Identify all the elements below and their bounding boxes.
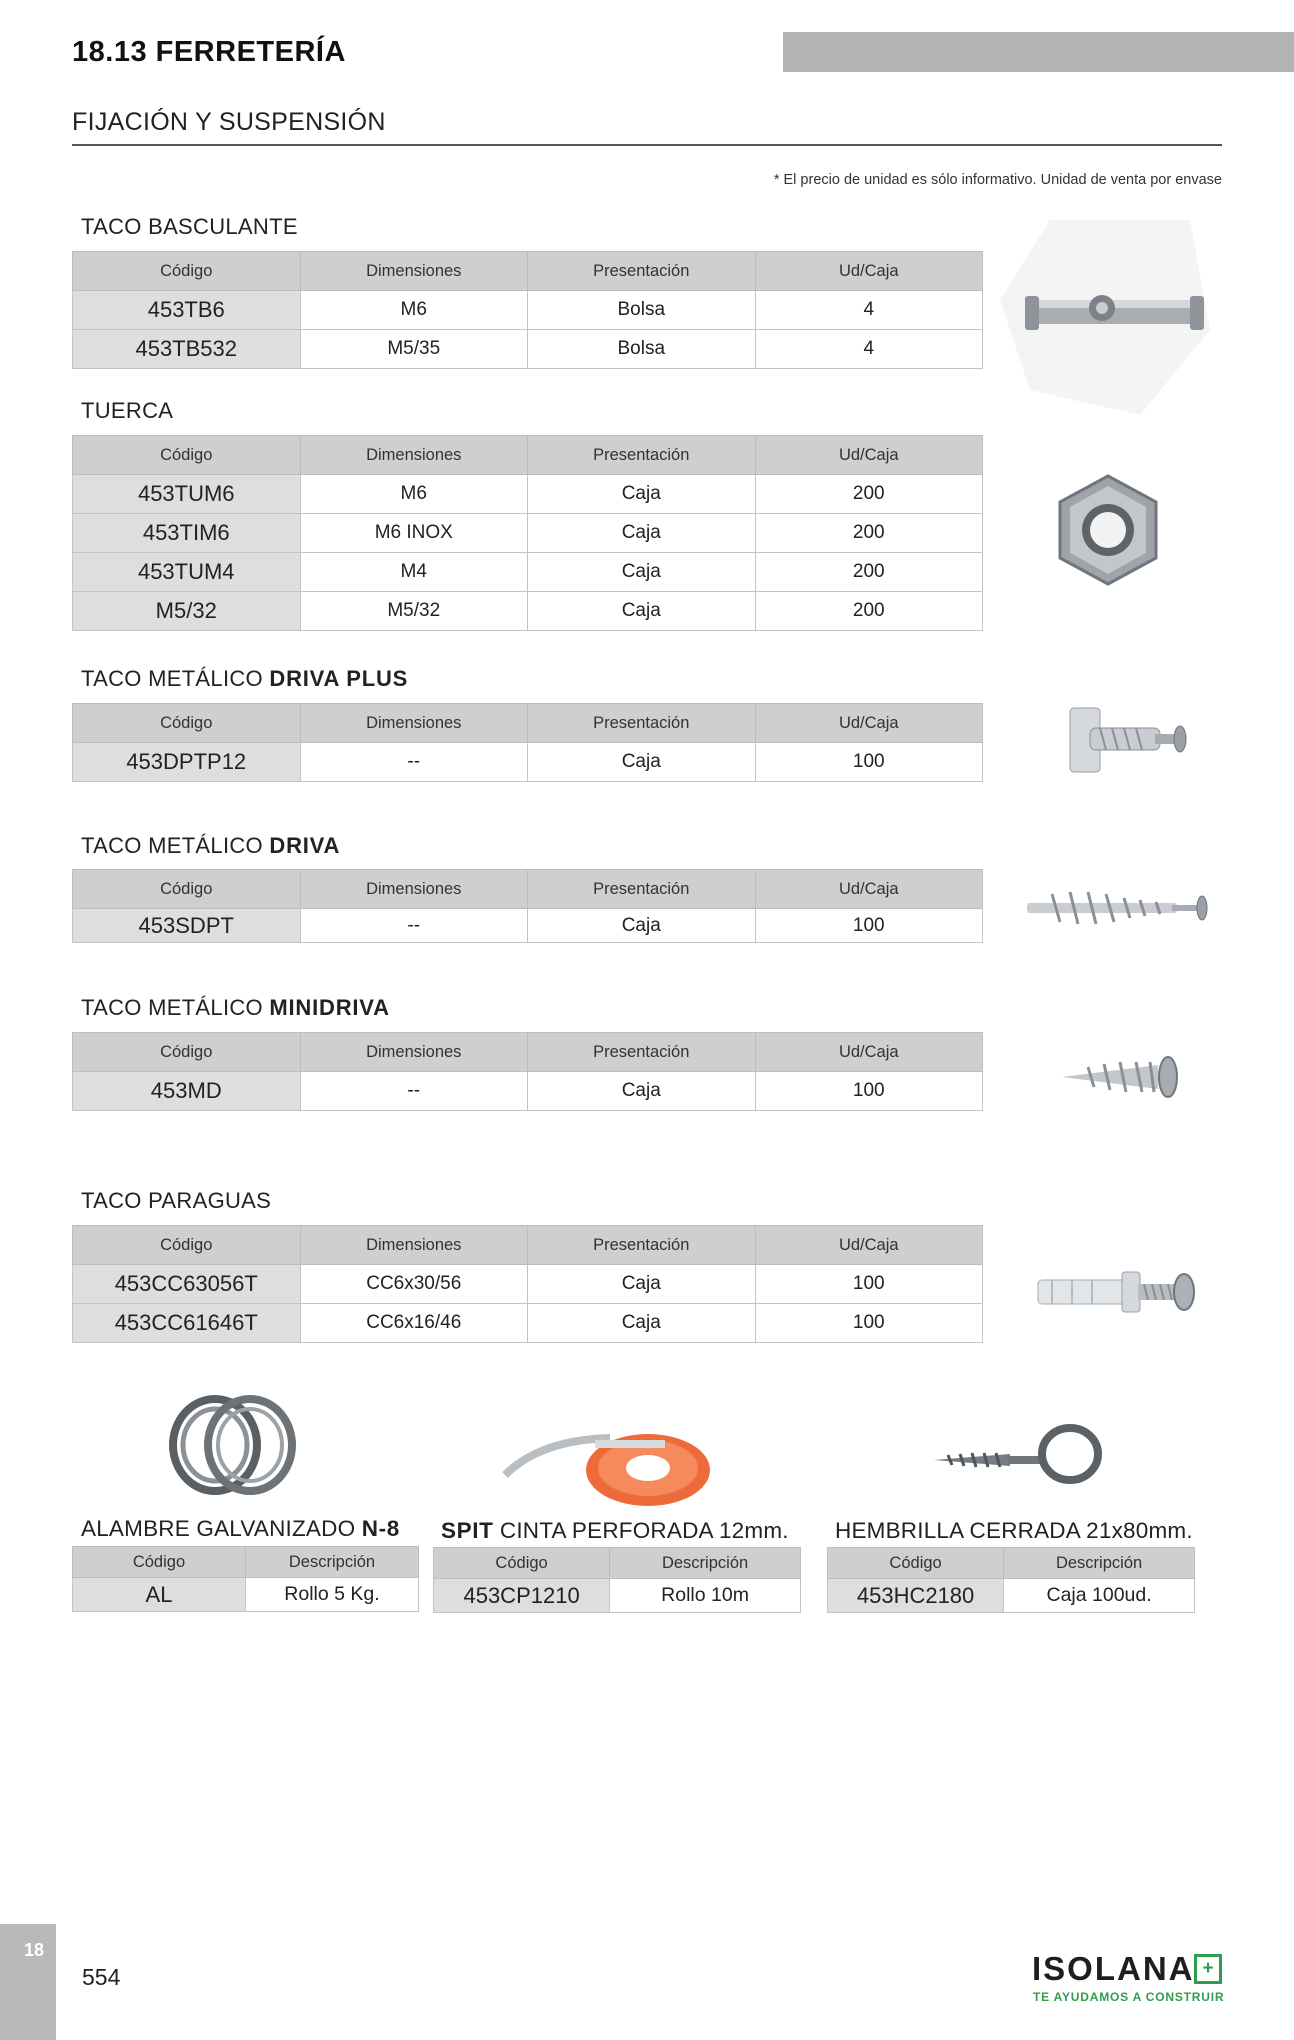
minidriva-anchor-image [1058, 1052, 1188, 1102]
table-row [73, 475, 983, 514]
cell-pres: Caja [528, 592, 756, 631]
cell-qty: 100 [755, 909, 983, 943]
cell-code: 453TIM6 [73, 514, 301, 553]
col-ud-caja: Ud/Caja [755, 436, 983, 475]
cell-dim: -- [300, 743, 528, 782]
cell-pres: Caja [528, 909, 756, 943]
col-ud-caja: Ud/Caja [755, 870, 983, 909]
cell-code: 453TUM4 [73, 553, 301, 592]
table-row [73, 1072, 983, 1111]
col-codigo: Código [73, 704, 301, 743]
cell-desc: Rollo 10m [610, 1579, 801, 1613]
col-ud-caja: Ud/Caja [755, 704, 983, 743]
cell-code: 453SDPT [73, 909, 301, 943]
cell-dim: -- [300, 909, 528, 943]
cell-pres: Caja [528, 514, 756, 553]
block-title-tuerca: TUERCA [81, 398, 174, 423]
col-codigo: Código [73, 1033, 301, 1072]
perforated-tape-image [500, 1420, 715, 1510]
small-title-cinta: SPIT CINTA PERFORADA 12mm. [441, 1518, 789, 1543]
table-taco-paraguas [72, 1225, 983, 1343]
cell-dim: CC6x30/56 [300, 1265, 528, 1304]
col-presentacion: Presentación [528, 1033, 756, 1072]
table-row [73, 743, 983, 782]
cell-qty: 4 [755, 330, 983, 369]
cell-qty: 200 [755, 592, 983, 631]
table-header [828, 1548, 1195, 1579]
col-dimensiones: Dimensiones [300, 252, 528, 291]
cell-pres: Caja [528, 743, 756, 782]
col-presentacion: Presentación [528, 1226, 756, 1265]
table-header [73, 1547, 419, 1578]
toggle-bolt-image [990, 200, 1220, 430]
table-row [73, 1265, 983, 1304]
table-header [434, 1548, 801, 1579]
cell-code: 453CC63056T [73, 1265, 301, 1304]
table-cinta [433, 1547, 801, 1613]
cell-code: 453CC61646T [73, 1304, 301, 1343]
col-dimensiones: Dimensiones [300, 870, 528, 909]
table-header [73, 870, 983, 909]
cell-dim: CC6x16/46 [300, 1304, 528, 1343]
table-row [828, 1579, 1195, 1613]
table-header [73, 252, 983, 291]
col-dimensiones: Dimensiones [300, 436, 528, 475]
col-dimensiones: Dimensiones [300, 1226, 528, 1265]
section-title: 18.13 FERRETERÍA [72, 36, 346, 68]
cell-desc: Caja 100ud. [1004, 1579, 1195, 1613]
cell-qty: 4 [755, 291, 983, 330]
cell-code: 453TUM6 [73, 475, 301, 514]
cell-code: M5/32 [73, 592, 301, 631]
cell-qty: 100 [755, 1265, 983, 1304]
cell-pres: Caja [528, 1072, 756, 1111]
hex-nut-image [1048, 470, 1168, 590]
cell-dim: -- [300, 1072, 528, 1111]
cell-code: 453TB6 [73, 291, 301, 330]
table-row [434, 1579, 801, 1613]
block-title-minidriva: TACO METÁLICO MINIDRIVA [81, 995, 390, 1020]
table-row [73, 1304, 983, 1343]
chapter-number: 18 [24, 1940, 45, 1960]
table-header [73, 704, 983, 743]
table-header [73, 1033, 983, 1072]
col-ud-caja: Ud/Caja [755, 1033, 983, 1072]
plus-icon: + [1194, 1954, 1222, 1984]
cell-pres: Caja [528, 1304, 756, 1343]
cell-dim: M4 [300, 553, 528, 592]
block-title-driva-plus: TACO METÁLICO DRIVA PLUS [81, 666, 409, 691]
table-row [73, 909, 983, 943]
cell-desc: Rollo 5 Kg. [246, 1578, 419, 1612]
table-alambre [72, 1546, 419, 1612]
col-presentacion: Presentación [528, 870, 756, 909]
cell-code: 453MD [73, 1072, 301, 1111]
cell-pres: Bolsa [528, 291, 756, 330]
col-presentacion: Presentación [528, 436, 756, 475]
logo-wordmark: ISOLANA [1032, 1950, 1195, 1987]
table-driva [72, 869, 983, 943]
cell-code: 453HC2180 [828, 1579, 1004, 1613]
col-descripcion: Descripción [246, 1547, 419, 1578]
col-descripcion: Descripción [610, 1548, 801, 1579]
col-codigo: Código [73, 870, 301, 909]
col-ud-caja: Ud/Caja [755, 252, 983, 291]
small-title-alambre: ALAMBRE GALVANIZADO N-8 [81, 1516, 400, 1541]
cell-qty: 200 [755, 475, 983, 514]
cell-code: 453CP1210 [434, 1579, 610, 1613]
eye-screw-image [930, 1420, 1105, 1490]
page-number: 554 [82, 1964, 121, 1990]
header-divider [72, 144, 1222, 146]
driva-plus-anchor-image [1060, 700, 1200, 780]
umbrella-anchor-image [1032, 1262, 1202, 1322]
cell-dim: M5/32 [300, 592, 528, 631]
col-codigo: Código [73, 1547, 246, 1578]
col-ud-caja: Ud/Caja [755, 1226, 983, 1265]
category-title: FIJACIÓN Y SUSPENSIÓN [72, 108, 386, 136]
cell-pres: Caja [528, 553, 756, 592]
table-hembrilla [827, 1547, 1195, 1613]
table-tuerca [72, 435, 983, 631]
table-minidriva [72, 1032, 983, 1111]
cell-code: AL [73, 1578, 246, 1612]
table-row [73, 592, 983, 631]
wire-coil-image [165, 1393, 300, 1498]
cell-dim: M5/35 [300, 330, 528, 369]
cell-code: 453TB532 [73, 330, 301, 369]
cell-qty: 200 [755, 514, 983, 553]
col-presentacion: Presentación [528, 704, 756, 743]
cell-pres: Caja [528, 1265, 756, 1304]
table-header [73, 436, 983, 475]
table-row [73, 330, 983, 369]
col-presentacion: Presentación [528, 252, 756, 291]
table-header [73, 1226, 983, 1265]
cell-dim: M6 INOX [300, 514, 528, 553]
driva-anchor-image [1022, 888, 1212, 928]
col-codigo: Código [73, 252, 301, 291]
col-dimensiones: Dimensiones [300, 1033, 528, 1072]
cell-pres: Caja [528, 475, 756, 514]
block-title-taco-basculante: TACO BASCULANTE [81, 214, 298, 239]
table-row [73, 1578, 419, 1612]
chapter-tab [0, 1924, 56, 2040]
table-row [73, 514, 983, 553]
logo-tagline: TE AYUDAMOS A CONSTRUIR [1033, 1990, 1225, 2004]
block-title-driva: TACO METÁLICO DRIVA [81, 833, 341, 858]
col-codigo: Código [73, 1226, 301, 1265]
table-taco-basculante [72, 251, 983, 369]
small-title-hembrilla: HEMBRILLA CERRADA 21x80mm. [835, 1518, 1193, 1543]
cell-qty: 100 [755, 1072, 983, 1111]
cell-qty: 100 [755, 1304, 983, 1343]
cell-qty: 100 [755, 743, 983, 782]
cell-pres: Bolsa [528, 330, 756, 369]
brand-logo [1032, 1950, 1228, 2006]
col-codigo: Código [434, 1548, 610, 1579]
table-driva-plus [72, 703, 983, 782]
cell-dim: M6 [300, 291, 528, 330]
cell-dim: M6 [300, 475, 528, 514]
cell-qty: 200 [755, 553, 983, 592]
block-title-taco-paraguas: TACO PARAGUAS [81, 1188, 272, 1213]
header-bar [783, 32, 1294, 72]
table-row [73, 553, 983, 592]
cell-code: 453DPTP12 [73, 743, 301, 782]
col-codigo: Código [828, 1548, 1004, 1579]
col-descripcion: Descripción [1004, 1548, 1195, 1579]
col-dimensiones: Dimensiones [300, 704, 528, 743]
table-row [73, 291, 983, 330]
price-note: * El precio de unidad es sólo informativo. Unidad de venta por envase [773, 172, 1222, 188]
col-codigo: Código [73, 436, 301, 475]
